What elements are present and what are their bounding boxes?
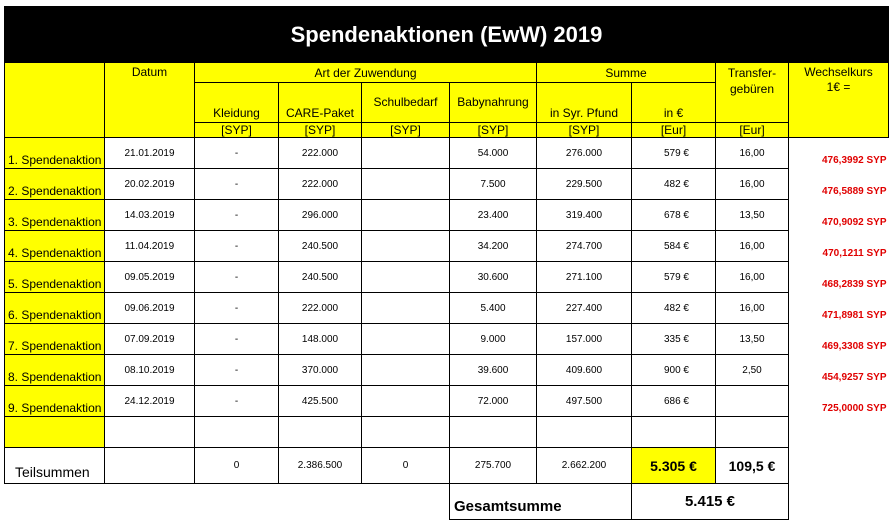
row-baby: 9.000 <box>450 324 537 355</box>
row-schulbedarf <box>362 262 450 293</box>
totals-care: 2.386.500 <box>279 448 362 484</box>
row-rate: 471,8981 SYP <box>822 309 887 321</box>
row-care: 296.000 <box>279 200 362 231</box>
row-eur: 335 € <box>632 324 716 355</box>
row-label: 2. Spendenaktion <box>5 169 105 200</box>
empty-cell <box>279 417 362 448</box>
unit-syr: [SYP] <box>537 123 632 138</box>
row-kleidung: - <box>195 293 279 324</box>
row-datum: 08.10.2019 <box>105 355 195 386</box>
row-transfer: 16,00 <box>716 262 789 293</box>
row-transfer: 2,50 <box>716 355 789 386</box>
row-care: 240.500 <box>279 231 362 262</box>
row-datum: 09.05.2019 <box>105 262 195 293</box>
table-row <box>5 355 889 386</box>
row-baby: 34.200 <box>450 231 537 262</box>
grand-total-label: Gesamtsumme <box>450 484 632 520</box>
row-care: 222.000 <box>279 293 362 324</box>
unit-kleidung: [SYP] <box>195 123 279 138</box>
totals-transfer: 109,5 € <box>716 448 789 484</box>
table-row <box>5 231 889 262</box>
header-transfer: Transfer- gebüren <box>716 63 789 123</box>
header-datum: Datum <box>105 63 195 138</box>
row-rate: 468,2839 SYP <box>822 278 887 290</box>
totals-rate-empty <box>789 448 889 484</box>
row-syp: 319.400 <box>537 200 632 231</box>
row-label: 1. Spendenaktion <box>5 138 105 169</box>
grand-total-value: 5.415 € <box>632 484 789 520</box>
table-row <box>5 169 889 200</box>
row-eur: 482 € <box>632 169 716 200</box>
table-row <box>5 200 889 231</box>
grand-empty <box>789 484 889 520</box>
table-row <box>5 262 889 293</box>
row-schulbedarf <box>362 169 450 200</box>
row-datum: 07.09.2019 <box>105 324 195 355</box>
row-datum: 11.04.2019 <box>105 231 195 262</box>
row-transfer: 16,00 <box>716 138 789 169</box>
header-blank <box>5 63 105 138</box>
spreadsheet <box>4 6 889 520</box>
row-transfer: 16,00 <box>716 293 789 324</box>
sheet-title: Spendenaktionen (EwW) 2019 <box>5 7 889 63</box>
grand-total-row <box>5 484 889 520</box>
totals-label: Teilsummen <box>5 448 105 484</box>
row-schulbedarf <box>362 231 450 262</box>
row-transfer: 16,00 <box>716 231 789 262</box>
row-schulbedarf <box>362 386 450 417</box>
row-schulbedarf <box>362 138 450 169</box>
row-baby: 30.600 <box>450 262 537 293</box>
row-syp: 276.000 <box>537 138 632 169</box>
row-transfer <box>716 386 789 417</box>
row-kleidung: - <box>195 262 279 293</box>
row-label: 7. Spendenaktion <box>5 324 105 355</box>
empty-cell <box>632 417 716 448</box>
row-baby: 39.600 <box>450 355 537 386</box>
table-row <box>5 386 889 417</box>
unit-schulbedarf: [SYP] <box>362 123 450 138</box>
row-rate: 454,9257 SYP <box>822 371 887 383</box>
row-label: 5. Spendenaktion <box>5 262 105 293</box>
row-datum: 09.06.2019 <box>105 293 195 324</box>
row-label: 9. Spendenaktion <box>5 386 105 417</box>
totals-row <box>5 448 889 484</box>
unit-eur: [Eur] <box>632 123 716 138</box>
row-kleidung: - <box>195 169 279 200</box>
row-datum: 20.02.2019 <box>105 169 195 200</box>
header-summe: Summe <box>537 63 716 83</box>
row-label: 3. Spendenaktion <box>5 200 105 231</box>
row-care: 425.500 <box>279 386 362 417</box>
row-baby: 5.400 <box>450 293 537 324</box>
row-label: 6. Spendenaktion <box>5 293 105 324</box>
row-eur: 900 € <box>632 355 716 386</box>
row-transfer: 13,50 <box>716 200 789 231</box>
row-syp: 229.500 <box>537 169 632 200</box>
unit-transfer: [Eur] <box>716 123 789 138</box>
unit-baby: [SYP] <box>450 123 537 138</box>
header-care-paket: CARE-Paket <box>279 83 362 123</box>
row-syp: 157.000 <box>537 324 632 355</box>
row-eur: 686 € <box>632 386 716 417</box>
row-datum: 14.03.2019 <box>105 200 195 231</box>
row-kleidung: - <box>195 231 279 262</box>
empty-cell <box>362 417 450 448</box>
grand-spacer <box>5 484 450 520</box>
row-kleidung: - <box>195 386 279 417</box>
row-care: 222.000 <box>279 169 362 200</box>
row-syp: 497.500 <box>537 386 632 417</box>
row-baby: 72.000 <box>450 386 537 417</box>
row-kleidung: - <box>195 355 279 386</box>
header-wechselkurs: Wechselkurs 1€ = <box>789 63 889 138</box>
empty-cell <box>716 417 789 448</box>
header-schulbedarf: Schulbedarf <box>362 83 450 123</box>
totals-kleidung: 0 <box>195 448 279 484</box>
unit-care: [SYP] <box>279 123 362 138</box>
row-eur: 579 € <box>632 138 716 169</box>
row-care: 370.000 <box>279 355 362 386</box>
row-label: 4. Spendenaktion <box>5 231 105 262</box>
row-syp: 274.700 <box>537 231 632 262</box>
row-rate: 470,1211 SYP <box>822 247 887 259</box>
totals-schulbedarf: 0 <box>362 448 450 484</box>
row-rate: 476,3992 SYP <box>822 154 887 166</box>
header-art-der-zuwendung: Art der Zuwendung <box>195 63 537 83</box>
row-datum: 21.01.2019 <box>105 138 195 169</box>
row-care: 222.000 <box>279 138 362 169</box>
empty-cell <box>105 417 195 448</box>
totals-eur: 5.305 € <box>632 448 716 484</box>
row-label: 8. Spendenaktion <box>5 355 105 386</box>
row-baby: 23.400 <box>450 200 537 231</box>
row-rate: 476,5889 SYP <box>822 185 887 197</box>
empty-cell <box>789 417 889 448</box>
row-baby: 54.000 <box>450 138 537 169</box>
row-datum: 24.12.2019 <box>105 386 195 417</box>
header-in-euro: in € <box>632 83 716 123</box>
row-schulbedarf <box>362 324 450 355</box>
row-kleidung: - <box>195 200 279 231</box>
row-transfer: 16,00 <box>716 169 789 200</box>
row-syp: 227.400 <box>537 293 632 324</box>
empty-row <box>5 417 889 448</box>
header-in-syr-pfund: in Syr. Pfund <box>537 83 632 123</box>
table-row <box>5 324 889 355</box>
table-row <box>5 138 889 169</box>
row-syp: 409.600 <box>537 355 632 386</box>
row-schulbedarf <box>362 293 450 324</box>
totals-datum <box>105 448 195 484</box>
row-baby: 7.500 <box>450 169 537 200</box>
empty-cell <box>537 417 632 448</box>
totals-baby: 275.700 <box>450 448 537 484</box>
table-row <box>5 293 889 324</box>
header-babynahrung: Babynahrung <box>450 83 537 123</box>
empty-cell <box>450 417 537 448</box>
row-syp: 271.100 <box>537 262 632 293</box>
row-care: 240.500 <box>279 262 362 293</box>
empty-cell <box>195 417 279 448</box>
header-kleidung: Kleidung <box>195 83 279 123</box>
row-care: 148.000 <box>279 324 362 355</box>
row-eur: 584 € <box>632 231 716 262</box>
row-schulbedarf <box>362 355 450 386</box>
row-schulbedarf <box>362 200 450 231</box>
totals-syp: 2.662.200 <box>537 448 632 484</box>
row-rate: 470,9092 SYP <box>822 216 887 228</box>
row-kleidung: - <box>195 138 279 169</box>
empty-label <box>5 417 105 448</box>
row-eur: 678 € <box>632 200 716 231</box>
row-eur: 579 € <box>632 262 716 293</box>
row-kleidung: - <box>195 324 279 355</box>
row-rate: 725,0000 SYP <box>822 402 887 414</box>
row-rate: 469,3308 SYP <box>822 340 887 352</box>
row-eur: 482 € <box>632 293 716 324</box>
row-transfer: 13,50 <box>716 324 789 355</box>
donation-table <box>4 6 889 520</box>
